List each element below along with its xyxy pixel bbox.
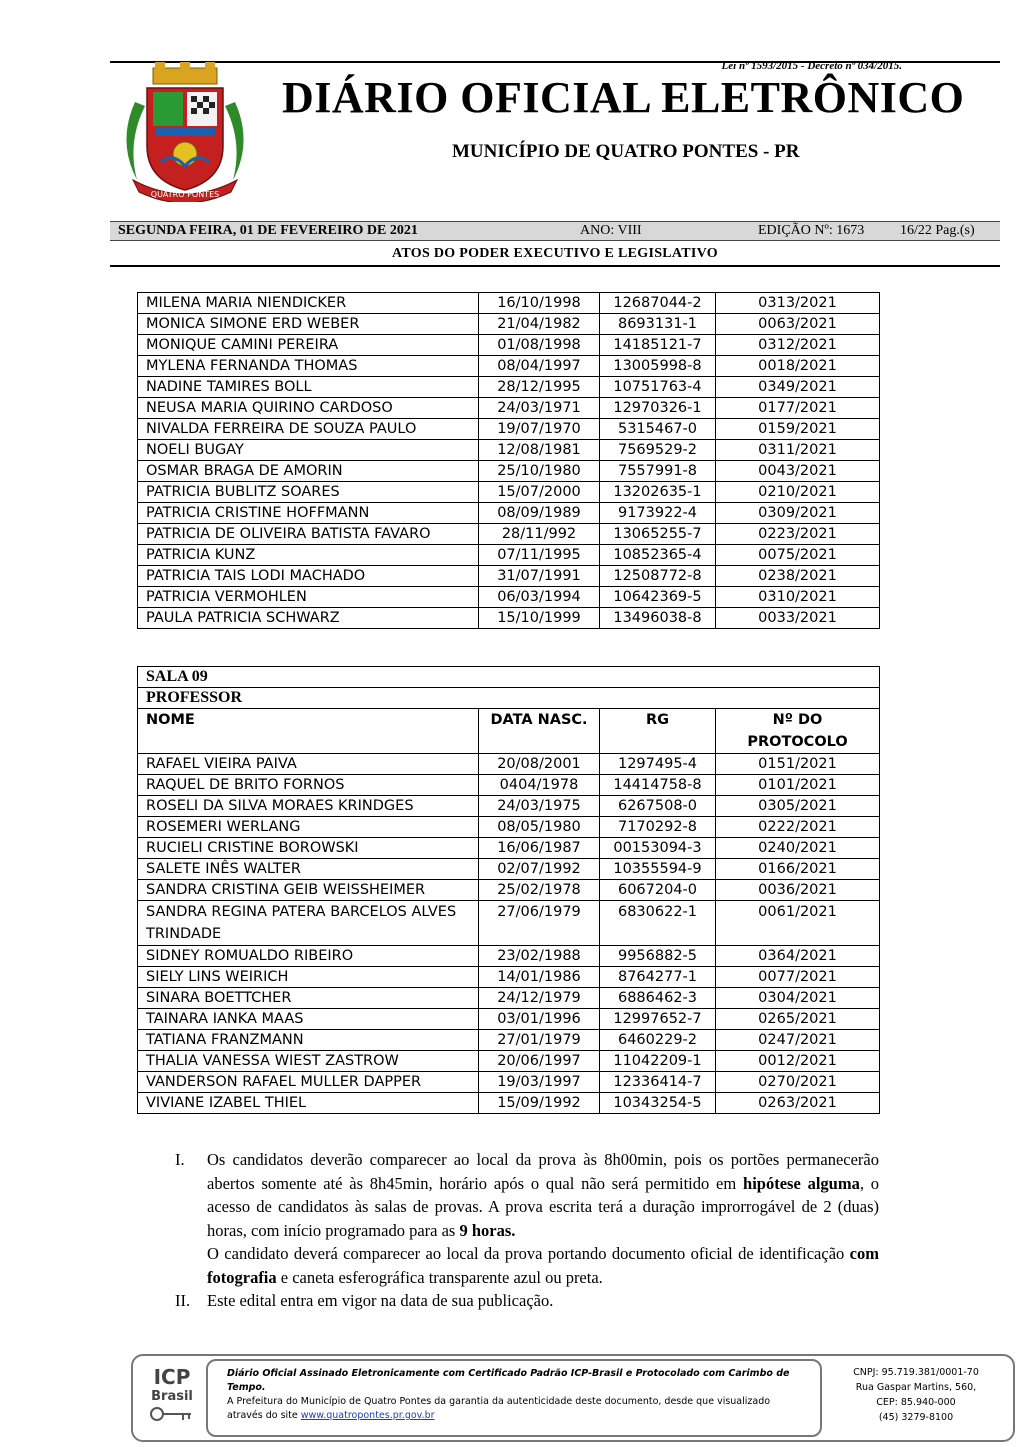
cell-rg: 10642369-5 (600, 587, 716, 608)
phone: (45) 3279-8100 (878, 1412, 954, 1423)
cell-name: MILENA MARIA NIENDICKER (138, 293, 479, 314)
cell-name: RUCIELI CRISTINE BOROWSKI (138, 838, 479, 859)
cell-protocol: 0349/2021 (716, 377, 880, 398)
cell-birthdate: 31/07/1991 (479, 566, 600, 587)
cell-protocol: 0177/2021 (716, 398, 880, 419)
table-row (138, 482, 880, 503)
cell-birthdate: 08/05/1980 (479, 817, 600, 838)
cell-rg: 6267508-0 (600, 796, 716, 817)
cell-rg: 10355594-9 (600, 859, 716, 880)
cell-name: MONICA SIMONE ERD WEBER (138, 314, 479, 335)
cell-protocol: 0247/2021 (716, 1030, 880, 1051)
cell-birthdate: 02/07/1992 (479, 859, 600, 880)
cell-birthdate: 25/02/1978 (479, 880, 600, 901)
sala-row (138, 667, 880, 688)
law-note: Lei nº 1593/2015 - Decreto nº 034/2015. (721, 60, 902, 72)
header-name: NOME (138, 709, 479, 754)
cell-name: NEUSA MARIA QUIRINO CARDOSO (138, 398, 479, 419)
cell-protocol: 0210/2021 (716, 482, 880, 503)
cell-birthdate: 15/10/1999 (479, 608, 600, 629)
cell-protocol: 0063/2021 (716, 314, 880, 335)
cell-name: PATRICIA CRISTINE HOFFMANN (138, 503, 479, 524)
table-row (138, 859, 880, 880)
cell-protocol: 0222/2021 (716, 817, 880, 838)
date-bar (110, 221, 1000, 241)
note-item-ii (175, 1289, 879, 1313)
cell-name: SIELY LINS WEIRICH (138, 967, 479, 988)
cell-birthdate: 16/06/1987 (479, 838, 600, 859)
table-row (138, 608, 880, 629)
icp-logo-subtext: Brasil (151, 1389, 193, 1404)
cell-protocol: 0311/2021 (716, 440, 880, 461)
cell-birthdate: 24/12/1979 (479, 988, 600, 1009)
cell-rg: 8693131-1 (600, 314, 716, 335)
table-row (138, 988, 880, 1009)
note-text: Os candidatos deverão comparecer ao local da prova às 8h00min, pois os portões permanecerão abertos somente até às 8h45min, horário após o qual não será permitido em (207, 1150, 879, 1193)
cell-name: TAINARA IANKA MAAS (138, 1009, 479, 1030)
table-row (138, 377, 880, 398)
cell-birthdate: 28/11/992 (479, 524, 600, 545)
cell-birthdate: 23/02/1988 (479, 946, 600, 967)
cell-name: PATRICIA TAIS LODI MACHADO (138, 566, 479, 587)
footer-line-3 (227, 1409, 807, 1423)
cell-rg: 12997652-7 (600, 1009, 716, 1030)
cell-protocol: 0238/2021 (716, 566, 880, 587)
notes-list (175, 1148, 879, 1313)
table-row (138, 1030, 880, 1051)
footer-line-2: A Prefeitura do Município de Quatro Pontes da garantia da autenticidade deste documento, desde que visualizado (227, 1396, 771, 1407)
cell-name: NIVALDA FERREIRA DE SOUZA PAULO (138, 419, 479, 440)
table-row (138, 838, 880, 859)
cell-name: SANDRA REGINA PATERA BARCELOS ALVES TRINDADE (138, 901, 479, 946)
cell-birthdate: 14/01/1986 (479, 967, 600, 988)
cell-rg: 13202635-1 (600, 482, 716, 503)
edition-number: EDIÇÃO Nº: 1673 (758, 223, 865, 238)
note-text: e caneta esferográfica transparente azul ou preta. (276, 1267, 603, 1287)
cell-name: ROSELI DA SILVA MORAES KRINDGES (138, 796, 479, 817)
cell-protocol: 0101/2021 (716, 775, 880, 796)
note-number: II. (175, 1291, 191, 1310)
cell-name: OSMAR BRAGA DE AMORIN (138, 461, 479, 482)
cell-rg: 11042209-1 (600, 1051, 716, 1072)
note-text: O candidato deverá comparecer ao local da prova portando documento oficial de identificação (207, 1244, 850, 1263)
footer-certification-text (227, 1367, 807, 1423)
table-row (138, 293, 880, 314)
cell-rg: 12336414-7 (600, 1072, 716, 1093)
cell-birthdate: 21/04/1982 (479, 314, 600, 335)
table-row (138, 419, 880, 440)
cell-name: PATRICIA BUBLITZ SOARES (138, 482, 479, 503)
cell-rg: 6067204-0 (600, 880, 716, 901)
role-row (138, 688, 880, 709)
cell-name: PAULA PATRICIA SCHWARZ (138, 608, 479, 629)
cell-rg: 12687044-2 (600, 293, 716, 314)
note-emphasis: 9 horas. (459, 1220, 516, 1240)
cell-rg: 8764277-1 (600, 967, 716, 988)
cell-rg: 12508772-8 (600, 566, 716, 587)
note-item-i (175, 1148, 879, 1289)
cell-birthdate: 20/08/2001 (479, 754, 600, 775)
cell-protocol: 0159/2021 (716, 419, 880, 440)
candidate-table-sala-09 (137, 666, 880, 1114)
cell-protocol: 0304/2021 (716, 988, 880, 1009)
cell-birthdate: 27/06/1979 (479, 901, 600, 946)
cell-birthdate: 25/10/1980 (479, 461, 600, 482)
cell-protocol: 0313/2021 (716, 293, 880, 314)
cell-rg: 14414758-8 (600, 775, 716, 796)
cell-name: THALIA VANESSA WIEST ZASTROW (138, 1051, 479, 1072)
cell-rg: 9173922-4 (600, 503, 716, 524)
cell-protocol: 0012/2021 (716, 1051, 880, 1072)
section-rule (110, 265, 1000, 267)
cell-protocol: 0036/2021 (716, 880, 880, 901)
cell-name: VIVIANE IZABEL THIEL (138, 1093, 479, 1114)
footer-line-1: Diário Oficial Assinado Eletronicamente com Certificado Padrão ICP-Brasil e Protocolado com Carimbo de Tempo. (227, 1368, 790, 1393)
cell-rg: 1297495-4 (600, 754, 716, 775)
cell-protocol: 0075/2021 (716, 545, 880, 566)
cell-birthdate: 07/11/1995 (479, 545, 600, 566)
cell-protocol: 0310/2021 (716, 587, 880, 608)
cell-birthdate: 08/04/1997 (479, 356, 600, 377)
cell-name: SIDNEY ROMUALDO RIBEIRO (138, 946, 479, 967)
section-title: ATOS DO PODER EXECUTIVO E LEGISLATIVO (392, 246, 718, 261)
table-row (138, 587, 880, 608)
cell-birthdate: 0404/1978 (479, 775, 600, 796)
note-emphasis: com fotografia (207, 1244, 879, 1287)
table-row (138, 1072, 880, 1093)
cell-birthdate: 24/03/1975 (479, 796, 600, 817)
cep: CEP: 85.940-000 (876, 1397, 956, 1408)
cell-birthdate: 16/10/1998 (479, 293, 600, 314)
footer-contact (830, 1365, 1002, 1425)
table-row (138, 901, 880, 946)
cell-name: NADINE TAMIRES BOLL (138, 377, 479, 398)
cell-name: PATRICIA VERMOHLEN (138, 587, 479, 608)
cell-name: PATRICIA KUNZ (138, 545, 479, 566)
table-row (138, 356, 880, 377)
table-header-row (138, 709, 880, 754)
table-row (138, 817, 880, 838)
cell-protocol: 0061/2021 (716, 901, 880, 946)
note-emphasis: hipótese alguma (743, 1173, 860, 1193)
cell-birthdate: 06/03/1994 (479, 587, 600, 608)
note-number: I. (175, 1150, 185, 1169)
table-row (138, 461, 880, 482)
cell-rg: 6460229-2 (600, 1030, 716, 1051)
cell-rg: 14185121-7 (600, 335, 716, 356)
icp-logo-text: ICP (153, 1365, 191, 1389)
table-row (138, 754, 880, 775)
cell-protocol: 0305/2021 (716, 796, 880, 817)
cell-birthdate: 08/09/1989 (479, 503, 600, 524)
cell-rg: 9956882-5 (600, 946, 716, 967)
cell-protocol: 0151/2021 (716, 754, 880, 775)
cell-protocol: 0312/2021 (716, 335, 880, 356)
cell-protocol: 0033/2021 (716, 608, 880, 629)
address: Rua Gaspar Martins, 560, (855, 1382, 977, 1393)
table-row (138, 503, 880, 524)
header-birthdate: DATA NASC. (479, 709, 600, 754)
cell-birthdate: 15/07/2000 (479, 482, 600, 503)
cell-birthdate: 03/01/1996 (479, 1009, 600, 1030)
table-row (138, 314, 880, 335)
page-count: 16/22 Pag.(s) (900, 223, 975, 238)
cell-rg: 12970326-1 (600, 398, 716, 419)
cell-protocol: 0364/2021 (716, 946, 880, 967)
issue-date: SEGUNDA FEIRA, 01 DE FEVEREIRO DE 2021 (118, 223, 418, 238)
page-subtitle: MUNICÍPIO DE QUATRO PONTES - PR (452, 141, 800, 162)
table-row (138, 1093, 880, 1114)
cell-birthdate: 28/12/1995 (479, 377, 600, 398)
table-row (138, 1009, 880, 1030)
cell-rg: 13496038-8 (600, 608, 716, 629)
cell-rg: 10751763-4 (600, 377, 716, 398)
cell-rg: 13065255-7 (600, 524, 716, 545)
table-row (138, 775, 880, 796)
cell-rg: 7557991-8 (600, 461, 716, 482)
cell-rg: 13005998-8 (600, 356, 716, 377)
cell-rg: 7569529-2 (600, 440, 716, 461)
cell-rg: 00153094-3 (600, 838, 716, 859)
cell-name: VANDERSON RAFAEL MULLER DAPPER (138, 1072, 479, 1093)
cell-rg: 7170292-8 (600, 817, 716, 838)
site-link[interactable]: www.quatropontes.pr.gov.br (300, 1410, 435, 1421)
cell-birthdate: 27/01/1979 (479, 1030, 600, 1051)
candidate-table-1 (137, 292, 880, 629)
cell-birthdate: 12/08/1981 (479, 440, 600, 461)
header-protocol-line1: Nº DO (772, 712, 823, 728)
cell-protocol: 0223/2021 (716, 524, 880, 545)
cell-rg: 6886462-3 (600, 988, 716, 1009)
cell-protocol: 0265/2021 (716, 1009, 880, 1030)
cell-rg: 10343254-5 (600, 1093, 716, 1114)
cell-name: RAFAEL VIEIRA PAIVA (138, 754, 479, 775)
table-row (138, 796, 880, 817)
cell-birthdate: 20/06/1997 (479, 1051, 600, 1072)
footer-line-3-prefix: através do site (227, 1410, 301, 1421)
table-row (138, 967, 880, 988)
cell-rg: 6830622-1 (600, 901, 716, 946)
page-title: DIÁRIO OFICIAL ELETRÔNICO (282, 73, 965, 122)
header-rg: RG (600, 709, 716, 754)
cell-protocol: 0309/2021 (716, 503, 880, 524)
cell-protocol: 0018/2021 (716, 356, 880, 377)
cell-birthdate: 19/07/1970 (479, 419, 600, 440)
cell-name: ROSEMERI WERLANG (138, 817, 479, 838)
cell-name: NOELI BUGAY (138, 440, 479, 461)
cell-name: RAQUEL DE BRITO FORNOS (138, 775, 479, 796)
cell-protocol: 0263/2021 (716, 1093, 880, 1114)
cell-protocol: 0270/2021 (716, 1072, 880, 1093)
cell-name: SANDRA CRISTINA GEIB WEISSHEIMER (138, 880, 479, 901)
table-row (138, 440, 880, 461)
table-row (138, 566, 880, 587)
year-label: ANO: VIII (580, 223, 642, 238)
cell-protocol: 0240/2021 (716, 838, 880, 859)
sala-label: SALA 09 (138, 667, 880, 688)
cnpj: CNPJ: 95.719.381/0001-70 (853, 1367, 979, 1378)
table-row (138, 335, 880, 356)
note-text: , o acesso de candidatos às salas de provas. A prova escrita terá a duração improrrogável de 2 (duas) horas, com início programado para as (207, 1173, 879, 1240)
municipal-crest-icon (115, 62, 255, 202)
cell-name: SALETE INÊS WALTER (138, 859, 479, 880)
cell-name: TATIANA FRANZMANN (138, 1030, 479, 1051)
crest-banner-text: QUATRO PONTES (150, 190, 220, 199)
cell-name: MYLENA FERNANDA THOMAS (138, 356, 479, 377)
table-row (138, 398, 880, 419)
header-protocol-line2: PROTOCOLO (747, 734, 848, 750)
note-text: Este edital entra em vigor na data de sua publicação. (207, 1291, 554, 1310)
table-row (138, 880, 880, 901)
cell-name: MONIQUE CAMINI PEREIRA (138, 335, 479, 356)
cell-birthdate: 01/08/1998 (479, 335, 600, 356)
cell-birthdate: 24/03/1971 (479, 398, 600, 419)
cell-rg: 5315467-0 (600, 419, 716, 440)
table-row (138, 1051, 880, 1072)
cell-protocol: 0043/2021 (716, 461, 880, 482)
table-row (138, 946, 880, 967)
cell-birthdate: 19/03/1997 (479, 1072, 600, 1093)
cell-name: SINARA BOETTCHER (138, 988, 479, 1009)
table-row (138, 524, 880, 545)
cell-protocol: 0077/2021 (716, 967, 880, 988)
cell-protocol: 0166/2021 (716, 859, 880, 880)
cell-rg: 10852365-4 (600, 545, 716, 566)
cell-name: PATRICIA DE OLIVEIRA BATISTA FAVARO (138, 524, 479, 545)
icp-brasil-logo-icon (143, 1362, 201, 1430)
cell-birthdate: 15/09/1992 (479, 1093, 600, 1114)
role-label: PROFESSOR (138, 688, 880, 709)
table-row (138, 545, 880, 566)
header-protocol (716, 709, 880, 754)
